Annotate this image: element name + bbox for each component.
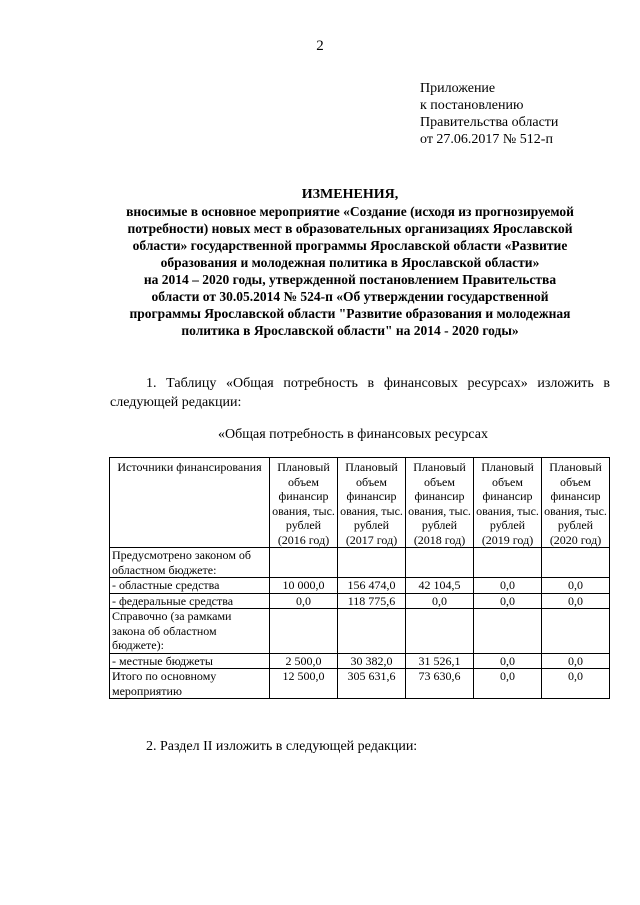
table-row [110,653,610,669]
financing-table [109,457,610,699]
table-cell: 0,0 [474,578,542,594]
title-line: области от 30.05.2014 № 524-п «Об утверждении государственной [151,289,549,304]
table-cell: 30 382,0 [338,653,406,669]
table-cell: 31 526,1 [406,653,474,669]
table-row [110,578,610,594]
table-cell: 0,0 [474,653,542,669]
table-row [110,593,610,609]
row-label: Справочно (за рамками закона об областном бюджете): [110,609,270,654]
row-label: Итого по основному мероприятию [110,669,270,699]
row-label: - областные средства [110,578,270,594]
table-cell [270,609,338,654]
table-cell: 0,0 [542,593,610,609]
paragraph-2: 2. Раздел II изложить в следующей редакции: [146,739,418,754]
appendix-line: Правительства области [420,115,559,130]
table-cell [338,609,406,654]
table-caption: «Общая потребность в финансовых ресурсах [218,427,488,442]
table-cell: 12 500,0 [270,669,338,699]
table-cell: 0,0 [270,593,338,609]
table-cell: 73 630,6 [406,669,474,699]
table-cell [338,548,406,578]
header-cell: Плановый объем финансир ования, тыс. рублей (2016 год) [270,458,338,548]
header-cell: Плановый объем финансир ования, тыс. рублей (2019 год) [474,458,542,548]
table-cell [406,548,474,578]
row-label: - местные бюджеты [110,653,270,669]
table-cell [474,548,542,578]
header-cell: Плановый объем финансир ования, тыс. рублей (2017 год) [338,458,406,548]
table-cell: 2 500,0 [270,653,338,669]
title-line: политика в Ярославской области" на 2014 - 2020 годы» [181,323,519,338]
title-line: области» государственной программы Ярославской области «Развитие [132,238,568,253]
page-number: 2 [316,38,324,54]
table-cell: 305 631,6 [338,669,406,699]
table-row [110,669,610,699]
table-cell: 0,0 [542,669,610,699]
table-cell: 118 775,6 [338,593,406,609]
title-main: ИЗМЕНЕНИЯ, [301,187,399,202]
title-line: образования и молодежная политика в Ярославской области» [160,255,540,270]
document-title [100,186,600,339]
table-cell [270,548,338,578]
header-cell: Плановый объем финансир ования, тыс. рублей (2020 год) [542,458,610,548]
table-cell: 156 474,0 [338,578,406,594]
table-cell: 0,0 [542,578,610,594]
table-cell [542,609,610,654]
appendix-line: от 27.06.2017 № 512-п [420,132,553,147]
appendix-block [420,80,558,148]
row-label: - федеральные средства [110,593,270,609]
table-header-row [110,458,610,548]
table-row [110,609,610,654]
table-cell: 0,0 [542,653,610,669]
table-cell: 0,0 [474,593,542,609]
appendix-line: к постановлению [420,98,524,113]
header-cell: Плановый объем финансир ования, тыс. рублей (2018 год) [406,458,474,548]
paragraph-1: 1. Таблицу «Общая потребность в финансовых ресурсах» изложить в следующей редакции: [110,376,610,410]
table-cell: 42 104,5 [406,578,474,594]
table-cell [406,609,474,654]
row-label: Предусмотрено законом об областном бюджете: [110,548,270,578]
title-line: потребности) новых мест в образовательных организациях Ярославской [127,221,573,236]
table-row [110,548,610,578]
title-line: программы Ярославской области "Развитие образования и молодежная [129,306,571,321]
table-cell [542,548,610,578]
appendix-line: Приложение [420,81,496,96]
table-cell [474,609,542,654]
table-cell: 0,0 [406,593,474,609]
header-cell: Источники финансирования [110,458,270,548]
title-line: вносимые в основное мероприятие «Создание (исходя из прогнозируемой [126,204,574,219]
table-cell: 10 000,0 [270,578,338,594]
title-line: на 2014 – 2020 годы, утвержденной постановлением Правительства [143,272,557,287]
table-cell: 0,0 [474,669,542,699]
